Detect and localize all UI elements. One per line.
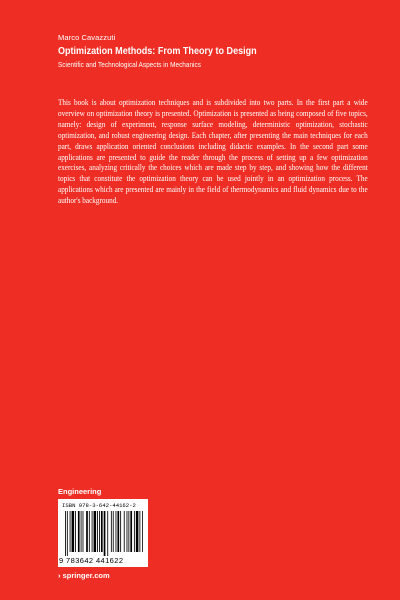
barcode-box <box>58 499 148 567</box>
isbn-text: ISBN 978-3-642-44162-2 <box>62 502 136 509</box>
ean-number: 9 783642 441622 <box>59 556 124 565</box>
author-name: Marco Cavazzuti <box>58 33 116 42</box>
series-label: Engineering <box>58 487 102 496</box>
barcode-icon <box>65 511 143 556</box>
book-title: Optimization Methods: From Theory to Design <box>58 45 257 57</box>
publisher-url: › springer.com <box>58 571 110 580</box>
book-description: This book is about optimization techniques and is subdivided into two parts. In the first part a wide overview on optimization theory is presented. Optimization is presented as being composed of five topics, namely: design of experiment, response surface modeling, deterministic optimization, stochastic optimization, and robust engineering design. Each chapter, after presenting the main techniques for each part, draws application oriented conclusions including didactic examples. In the second part some applications are presented to guide the reader through the process of setting up a few optimization exercises, analyzing critically the choices which are made step by step, and showing how the different topics that constitute the optimization theory can be used jointly in an optimization process. The applications which are presented are mainly in the field of thermodynamics and fluid dynamics due to the author's background. <box>58 98 368 206</box>
book-subtitle: Scientific and Technological Aspects in Mechanics <box>58 60 201 69</box>
